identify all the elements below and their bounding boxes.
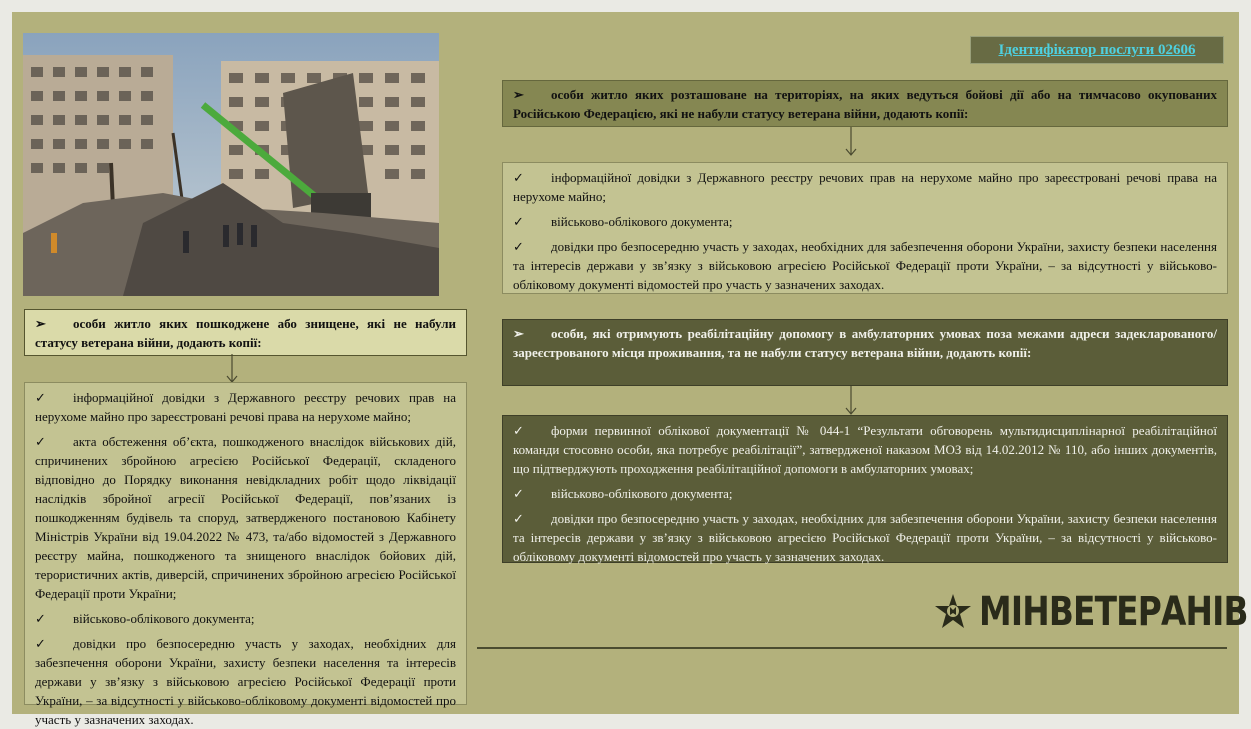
list-item: ✓ військово-облікового документа; — [35, 611, 255, 626]
right-top-header — [502, 80, 1228, 127]
list-item: ✓ довідки про безпосередню участь у заходах, необхідних для забезпечення оборони України, захисту безпеки населення та інтересів держави у зв’язку з військовою агресією Російської Федерації проти України, – за відсутності у військово-обліковому документі відомостей про участь у зазначених заходах. — [513, 239, 1217, 292]
arrow-down-icon — [844, 127, 858, 157]
right-top-list — [502, 162, 1228, 294]
right-bottom-header — [502, 319, 1228, 386]
list-item: ✓ форми первинної облікової документації № 044-1 “Результати обговорень мультидисциплінарної реабілітаційної команди стосовно особи, яка потребує реабілітації”, затвердженої наказом МОЗ від 14.02.2012 № 110, або інших документів, що підтверджують проходження реабілітаційної допомоги в амбулаторних умовах; — [513, 423, 1217, 476]
arrow-down-icon — [225, 354, 239, 384]
slide — [12, 12, 1248, 727]
list-item: ✓ інформаційної довідки з Державного реєстру речових прав на нерухоме майно про зареєстровані речові права на нерухоме майно; — [513, 170, 1217, 204]
left-header — [24, 309, 467, 356]
check-icon: ✓ — [513, 214, 524, 229]
bullet-arrow-icon: ➢ — [513, 87, 524, 102]
check-icon: ✓ — [35, 434, 46, 449]
left-list — [24, 382, 467, 727]
service-id-link[interactable]: Ідентифікатор послуги 02606 — [998, 41, 1196, 58]
service-id-box — [970, 36, 1224, 64]
footer-divider — [477, 647, 1227, 649]
check-icon: ✓ — [513, 486, 524, 501]
check-icon: ✓ — [35, 390, 46, 405]
check-icon: ✓ — [513, 170, 524, 185]
ministry-logo — [933, 590, 1251, 634]
list-item: ✓ військово-облікового документа; — [513, 486, 733, 501]
list-item: ✓ довідки про безпосередню участь у заходах, необхідних для забезпечення оборони України, захисту безпеки населення та інтересів держави у зв’язку з військовою агресією Російської Федерації проти України, – за відсутності у військово-обліковому документі відомостей про участь у зазначених заходах. — [35, 636, 456, 727]
destroyed-building-photo — [23, 33, 439, 296]
ministry-logo-text: МІНВЕТЕРАНІВ — [979, 589, 1248, 635]
check-icon: ✓ — [513, 239, 524, 254]
list-item: ✓ інформаційної довідки з Державного реєстру речових прав на нерухоме майно про зареєстровані речові права на нерухоме майно; — [35, 390, 456, 424]
right-top-header-text: особи житло яких розташоване на територіях, на яких ведуться бойові дії або на тимчасово окупованих Російською Федерацією, які не набули статусу ветерана війни, додають копії: — [513, 87, 1217, 121]
right-bottom-list — [502, 415, 1228, 563]
list-item: ✓ акта обстеження об’єкта, пошкодженого внаслідок військових дій, спричинених збройною агресією Російської Федерації, складеного відповідно до Порядку виконання невідкладних робіт щодо ліквідації наслідків збройної агресії Російської Федерації, пов’язаних із пошкодженням будівель та споруд, затвердженого постановою Кабінету Міністрів України від 19.04.2022 № 473, та/або відомостей з Державного реєстру майна, пошкодженого та знищеного внаслідок бойових дій, терористичних актів, диверсій, спричинених збройною агресією Російської Федерації проти України; — [35, 434, 456, 601]
left-header-text: особи житло яких пошкоджене або знищене, які не набули статусу ветерана війни, додають копії: — [35, 316, 456, 350]
check-icon: ✓ — [35, 611, 46, 626]
ministry-emblem-icon — [933, 592, 973, 632]
check-icon: ✓ — [513, 511, 524, 526]
bullet-arrow-icon: ➢ — [35, 316, 46, 331]
right-bottom-header-text: особи, які отримують реабілітаційну допомогу в амбулаторних умовах поза межами адреси задекларованого/зареєстрованого місця проживання, та не набули статусу ветерана війни, додають копії: — [513, 326, 1217, 360]
check-icon: ✓ — [35, 636, 46, 651]
list-item: ✓ військово-облікового документа; — [513, 214, 733, 229]
list-item: ✓ довідки про безпосередню участь у заходах, необхідних для забезпечення оборони України, захисту безпеки населення та інтересів держави у зв’язку з військовою агресією Російської Федерації проти України, – за відсутності у військово-обліковому документі відомостей про участь у зазначених заходах. — [513, 511, 1217, 564]
arrow-down-icon — [844, 386, 858, 416]
bullet-arrow-icon: ➢ — [513, 326, 524, 341]
check-icon: ✓ — [513, 423, 524, 438]
